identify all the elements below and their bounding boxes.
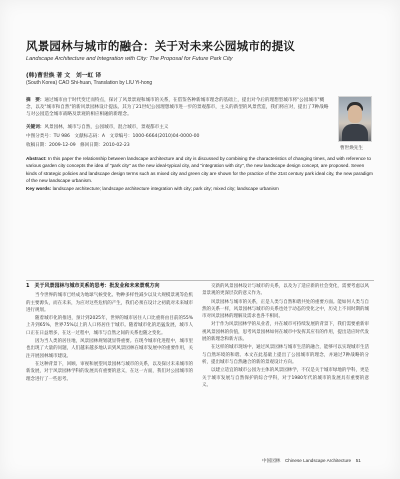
paragraph: 对于作为风景园林学的从业者，并在城市可持续发展的背景下，我们需要重新审视风景园林的价值，思考风景园林如何在城市中发挥其应有的作用，提出适应时代发展的新理念和新方法。	[202, 322, 369, 343]
abstract-en	[26, 155, 374, 192]
paragraph: 风景园林与城市的关系，正是人类与自然和谐共处的重要方面。能如何人类与自然的关系一样，风景园林与城市的关系也处于动态的变化之中，历史上不同时期的城市对风景园林的理解及需求也各不相同。	[202, 299, 369, 320]
body-column-right	[202, 283, 369, 390]
abstract-cn-label: 摘 要：	[26, 98, 45, 103]
abstract-cn-text: 通过城市由于时代变迁而特点，探讨了风景景观和城市的关系，在借鉴各种新城市理念的基础上，提出对今后的理想型城市将"公园城市"概念，以及"城市和自然"的新风景园林设计提法。其为了21世纪公园理想城市进一步的景观都市，主义的新型的风景营造，我们将应对，提出了7种战略与对公园造全城市战略及景观的相应相融的新理念。	[26, 98, 329, 117]
divider	[26, 280, 374, 281]
paragraph: 因为当人类的居住地，风景园林规划就显得重要。在现今城市化进程中，城市里也出现了大量的问题，人们越来越多地认识到风景园林在城市发展中的重要作用，关注开展园林城市建设。	[26, 339, 193, 359]
body-column-left	[26, 283, 193, 384]
keywords-cn	[26, 124, 326, 130]
authors-en: (South Korea) CAO Shi-huan, Translation by LIU Yi-hong	[26, 80, 153, 86]
keywords-cn-text: 风景园林，城市与自然，公园城市，混合城市，景观都市主义	[44, 125, 169, 130]
keywords-en-text: landscape architecture; landscape architecture integration with city; park city; mixed city; landscape urbanism	[52, 185, 279, 191]
article-title-cn: 风景园林与城市的融合：关于对未来公园城市的提议	[26, 39, 296, 53]
photo-caption: 曹世焕先生	[340, 146, 363, 151]
article-number: 文章编号：1000-6664(2010)04-0000-00	[109, 134, 200, 139]
authors-cn: (韩)曹世焕 著 文 刘一虹 译	[26, 73, 102, 79]
section-heading: 1 关于风景园林与城市关系的思考：批发业和未来景观方向	[26, 283, 160, 289]
classification-line	[26, 133, 326, 139]
clc-number: 中图分类号：TU 986	[26, 134, 70, 139]
keywords-cn-label: 关键词：	[26, 125, 45, 130]
received-date: 收稿日期：2009-12-09	[26, 143, 76, 148]
keywords-en-label: Key words:	[26, 185, 52, 191]
revised-date: 修回日期：2010-02-23	[80, 143, 130, 148]
paragraph: 在这种背景下，回顾、审视和展望风景园林与城市的关系，以及探讨未来城市的新发展，对于风景园林学科的发展具有重要的意义，在这一方面，我们对公园城市的理念进行了一些思考。	[26, 361, 193, 382]
document-code: 文献标志码：A	[74, 134, 106, 139]
paragraph: 以建立适宜的城市公园为主体的风景园林学，不仅是关于城市绿地的学科，更是关于城市发展与自然保护的综合学科，对于1980年代的城市的发展具有重要的意义。	[202, 368, 369, 388]
article-title-en: Landscape Architecture and Integration with City: The Proposal for Future Park City	[26, 56, 233, 62]
abstract-cn	[26, 97, 332, 118]
dates-line	[26, 142, 326, 148]
paragraph: 当今世界的城市已经成为地球气候变化、物种多样性减少以及大规模景观等危机的主要源头，而在未来，为应对这些危机的产生，我们必须在设计之初就对未来城市进行规划。	[26, 293, 193, 313]
page-footer: 中国园林 Chinese Landscape Architecture 51	[262, 458, 361, 463]
abstract-en-label: Abstract:	[26, 156, 47, 161]
abstract-en-text: In this paper the relationship between landscape architecture and city is discussed by combining the characteristics of changing times, and with reference to various garden city concepts the idea of "park city" as the new ideal-typical city, and "integration with city", the new landscape design concept, are proposed. Seven kinds of strategic policies and landscape design terms such as mixed city and green city are shown for the practice of the 21st century park ideal city, the new paradigm of the new landscape urbanism.	[26, 156, 373, 184]
paragraph: 在这样的城市现场中，通过风景园林与城市生活的融合，能够可以实现城市生活与自然环境的和谐。本文在此基础上提出了公园城市的理念，并通过7种战略的分析，提出城市与自然融合的新的景观设计方向。	[202, 345, 369, 365]
author-photo	[338, 96, 372, 142]
paragraph: 随着城市化的推进，预计到2025年，世界的城市居住人口比重将由目前的55%上升到65%，世界75%以上的人口将居住于城市。随着城市化的迅猛发展，城市人口正在日益增多，在这一过程中，城市与自然之间的关系也随之变化。	[26, 316, 193, 336]
paragraph: 交新的风景园林设计与城市的关系，以及为了适应新的社会变化，需要考虑以风景景观的更深层次的意义作为。	[202, 284, 369, 297]
